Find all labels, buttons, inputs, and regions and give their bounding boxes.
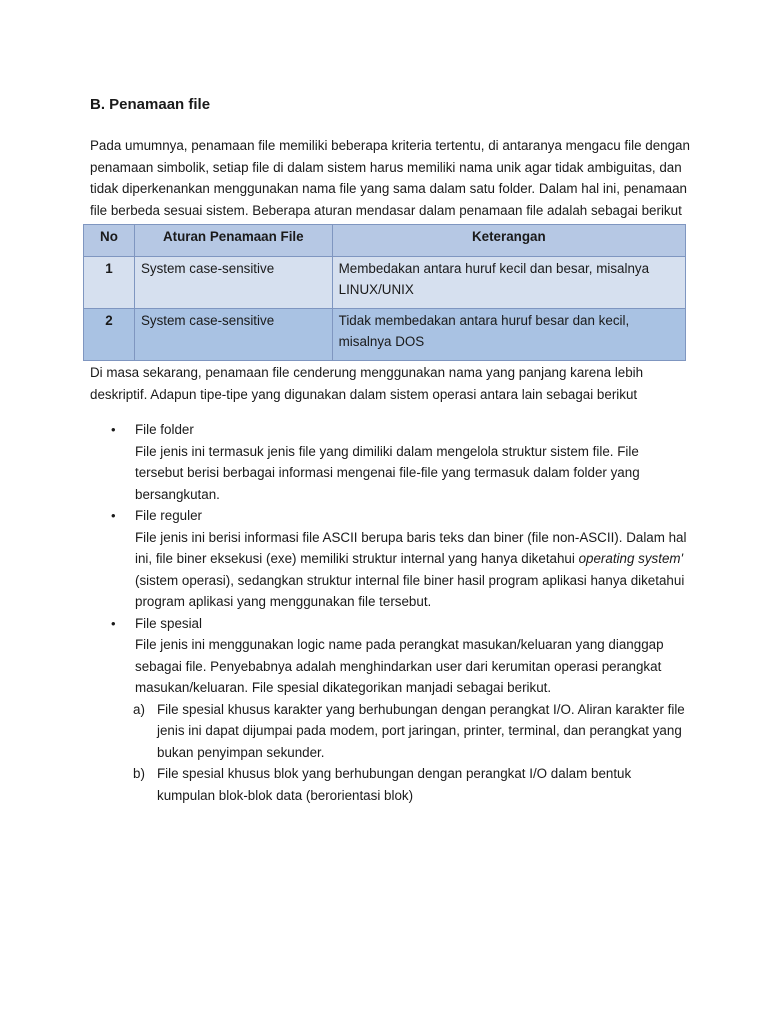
table-cell-no: 2 — [84, 309, 135, 361]
italic-term: operating system' — [578, 551, 684, 566]
table-cell-rule: System case-sensitive — [134, 257, 332, 309]
table-cell-description: Tidak membedakan antara huruf besar dan kecil, misalnya DOS — [332, 309, 685, 361]
list-item-title: File reguler — [135, 508, 202, 523]
list-item-text: File jenis ini menggunakan logic name pada perangkat masukan/keluaran yang dianggap sebagai file. Penyebabnya adalah menghindarkan user dari kerumitan operasi perangkat masukan/keluaran. File spesial dikategorikan manjadi sebagai berikut. — [135, 637, 664, 695]
naming-rules-table — [83, 224, 686, 361]
table-header-description: Keterangan — [332, 225, 685, 257]
sublist-text: File spesial khusus karakter yang berhubungan dengan perangkat I/O. Aliran karakter file jenis ini dapat dijumpai pada modem, port jaringan, printer, terminal, dan perangkat yang bukan penyimpan sekunder. — [157, 701, 685, 760]
sublist-item — [133, 699, 690, 764]
sublist-item — [133, 763, 690, 806]
list-item-text — [135, 527, 690, 613]
sublist-marker: a) — [133, 701, 145, 717]
list-item-file-folder — [111, 419, 690, 505]
table-cell-description: Membedakan antara huruf kecil dan besar, misalnya LINUX/UNIX — [332, 257, 685, 309]
table-cell-no: 1 — [84, 257, 135, 309]
list-item-file-reguler — [111, 505, 690, 613]
list-item-title: File folder — [135, 422, 194, 437]
bullet-icon: • — [111, 615, 116, 631]
bullet-icon: • — [111, 508, 116, 523]
document-content — [90, 94, 690, 806]
table-header-no: No — [84, 225, 135, 257]
table-header-row — [84, 225, 686, 257]
intro-paragraph: Pada umumnya, penamaan file memiliki beberapa kriteria tertentu, di antaranya mengacu file dengan penamaan simbolik, setiap file di dalam sistem harus memiliki nama unik agar tidak ambiguitas, dan tidak diperkenankan menggunakan nama file yang sama dalam satu folder. Dalam hal ini, penamaan file berbeda sesuai sistem. Beberapa aturan mendasar dalam penamaan file adalah sebagai berikut — [90, 138, 690, 218]
list-item-title: File spesial — [135, 615, 202, 631]
table-row — [84, 309, 686, 361]
table-cell-rule: System case-sensitive — [134, 309, 332, 361]
types-intro-paragraph: Di masa sekarang, penamaan file cenderung menggunakan nama yang panjang karena lebih deskriptif. Adapun tipe-tipe yang digunakan dalam sistem operasi antara lain sebagai berikut — [90, 365, 644, 402]
file-types-list — [90, 419, 690, 806]
list-item-file-spesial — [111, 613, 690, 807]
section-heading: B. Penamaan file — [90, 96, 211, 113]
table-row — [84, 257, 686, 309]
list-item-text: File jenis ini termasuk jenis file yang dimiliki dalam mengelola struktur sistem file. File tersebut berisi berbagai informasi mengenai file-file yang termasuk dalam folder yang bersangkutan. — [135, 443, 640, 502]
special-file-sublist — [135, 699, 690, 807]
sublist-text: File spesial khusus blok yang berhubungan dengan perangkat I/O dalam bentuk kumpulan blok-blok data (berorientasi blok) — [157, 766, 632, 803]
text-segment: File jenis ini berisi informasi file ASCII berupa baris teks dan biner (file non-ASCII). Dalam hal ini, file biner eksekusi (exe) memiliki struktur internal yang hanya diketahui — [135, 529, 687, 566]
sublist-marker: b) — [133, 766, 145, 781]
text-segment: (sistem operasi), sedangkan struktur internal file biner hasil program aplikasi hanya diketahui program aplikasi yang menggunakan file tersebut. — [135, 572, 685, 609]
table-header-rule: Aturan Penamaan File — [134, 225, 332, 257]
bullet-icon: • — [111, 422, 116, 437]
